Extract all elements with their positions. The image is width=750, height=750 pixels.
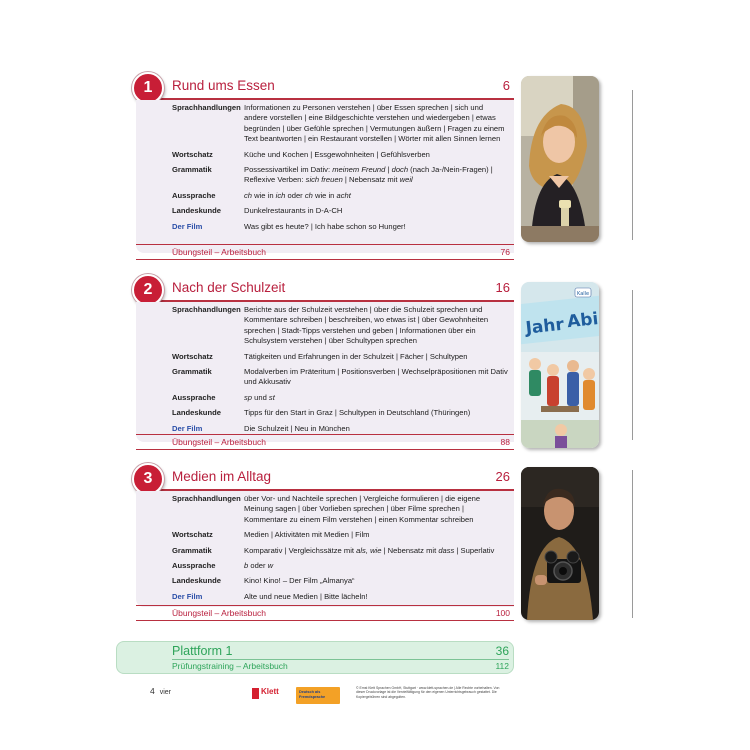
- margin-line-3: [632, 470, 633, 618]
- sprachhandlungen-value: Berichte aus der Schulzeit verstehen | über die Schulzeit sprechen und Kommentare schreiben | beschreiben, wo etwas ist | über Gewohnheiten sprechen | Stadt-Tipps verstehen und geben | Informationen über ein Schulsystem verstehen | über Schultypen sprechen: [244, 305, 489, 346]
- grammatik-value: Possessivartikel im Dativ: meinem Freund | doch (nach Ja-/Nein-Fragen) | Reflexive Verben: sich freuen | Nebensatz mit weil: [244, 165, 493, 185]
- film-label: Der Film: [172, 591, 203, 601]
- film-row: [136, 592, 508, 602]
- page-number-digit: 4: [150, 686, 155, 696]
- uebungsteil-page: 76: [500, 247, 510, 257]
- film-value: Alte und neue Medien | Bitte lächeln!: [244, 591, 368, 601]
- grammatik-row: [136, 367, 508, 388]
- film-label: Der Film: [172, 423, 203, 433]
- man-camera-illustration: [521, 467, 599, 620]
- unit-1-number-badge: 1: [132, 72, 164, 104]
- sign-text-kalle: Kalle: [577, 291, 590, 297]
- unit-3-details: [136, 491, 514, 607]
- aussprache-value: sp und st: [244, 392, 275, 402]
- wortschatz-label: Wortschatz: [172, 530, 213, 540]
- margin-line-1: [632, 90, 633, 240]
- unit-2-number-badge: 2: [132, 274, 164, 306]
- aussprache-label: Aussprache: [172, 561, 216, 571]
- plattform-subtitle[interactable]: Prüfungstraining – Arbeitsbuch: [172, 661, 288, 671]
- wortschatz-row: [136, 150, 508, 160]
- unit-1-page[interactable]: 6: [502, 78, 510, 93]
- wortschatz-value: Küche und Kochen | Essgewohnheiten | Gefühlsverben: [244, 149, 430, 159]
- grammatik-label: Grammatik: [172, 165, 212, 175]
- sprachhandlungen-label: Sprachhandlungen: [172, 305, 241, 314]
- wortschatz-value: Tätigkeiten und Erfahrungen in der Schulzeit | Fächer | Schultypen: [244, 351, 468, 361]
- unit-3-photo-man-with-camera: [521, 467, 599, 620]
- unit-1-title[interactable]: Rund ums Essen: [172, 78, 275, 93]
- wortschatz-row: [136, 530, 508, 540]
- plattform-subtitle-page[interactable]: 112: [495, 661, 509, 671]
- landeskunde-value: Dunkelrestaurants in D-A-CH: [244, 206, 343, 216]
- wortschatz-value: Medien | Aktivitäten mit Medien | Film: [244, 530, 370, 540]
- unit-2-title[interactable]: Nach der Schulzeit: [172, 280, 286, 295]
- aussprache-value: ch wie in ich oder ch wie in acht: [244, 190, 351, 200]
- page-number: [150, 686, 171, 696]
- landeskunde-value: Kino! Kino! – Der Film „Almanya“: [244, 576, 355, 586]
- sprachhandlungen-row: [136, 305, 508, 347]
- sprachhandlungen-value: über Vor- und Nachteile sprechen | Vergleiche formulieren | die eigene Meinung sagen | über Vorlieben sprechen | über Filme sprechen | Kommentare zu einem Film verstehen | einen Kommentar schreiben: [244, 494, 481, 524]
- unit-1-details: [136, 100, 514, 253]
- aussprache-row: [136, 561, 508, 571]
- wortschatz-label: Wortschatz: [172, 149, 213, 159]
- film-label: Der Film: [172, 221, 203, 231]
- wortschatz-label: Wortschatz: [172, 351, 213, 361]
- uebungsteil-page: 100: [495, 608, 510, 618]
- sprachhandlungen-row: [136, 103, 508, 145]
- sign-text-abi: Abi: [566, 309, 599, 333]
- film-value: Die Schulzeit | Neu in München: [244, 423, 350, 433]
- unit-2-page[interactable]: 16: [495, 280, 510, 295]
- unit-3-uebungsteil-link[interactable]: [136, 605, 514, 621]
- unit-2-uebungsteil-link[interactable]: [136, 434, 514, 450]
- sprachhandlungen-label: Sprachhandlungen: [172, 103, 241, 112]
- copyright-notice: © Ernst Klett Sprachen GmbH, Stuttgart · www.klett-sprachen.de | Alle Rechte vorbehalten. Von dieser Druckvorlage ist die Vervielfältigung für den eigenen Unterrichtsgebrauch gestattet. Die Kopiergebühren sind abgegolten.: [356, 686, 500, 699]
- landeskunde-row: [136, 408, 508, 418]
- unit-2-photo-graduation-cartoon: [521, 282, 599, 448]
- landeskunde-label: Landeskunde: [172, 576, 221, 586]
- landeskunde-row: [136, 576, 508, 586]
- uebungsteil-label: Übungsteil – Arbeitsbuch: [172, 247, 267, 257]
- graduation-cartoon-illustration: [521, 282, 599, 448]
- unit-3-header[interactable]: [136, 467, 514, 491]
- page-number-word: vier: [159, 689, 172, 696]
- aussprache-value: b oder w: [244, 561, 274, 571]
- daf-logo: [296, 687, 340, 704]
- grammatik-label: Grammatik: [172, 367, 212, 377]
- unit-1-photo-woman-eating: [521, 76, 599, 242]
- klett-logo-text: Klett: [261, 687, 279, 696]
- sign-text-jahr: Jahr: [524, 314, 565, 339]
- sprachhandlungen-row: [136, 494, 508, 525]
- aussprache-row: [136, 393, 508, 403]
- klett-logo-icon: [252, 688, 259, 699]
- grammatik-label: Grammatik: [172, 545, 212, 555]
- plattform-title[interactable]: Plattform 1: [172, 644, 233, 658]
- grammatik-value: Komparativ | Vergleichssätze mit als, wie | Nebensatz mit dass | Superlativ: [244, 545, 495, 555]
- aussprache-label: Aussprache: [172, 392, 216, 402]
- plattform-1-box[interactable]: [116, 641, 514, 674]
- unit-2-details: [136, 302, 514, 442]
- unit-3-page[interactable]: 26: [495, 469, 510, 484]
- unit-1-uebungsteil-link[interactable]: [136, 244, 514, 260]
- unit-3-number-badge: 3: [132, 463, 164, 495]
- landeskunde-value: Tipps für den Start in Graz | Schultypen in Deutschland (Thüringen): [244, 408, 471, 418]
- aussprache-label: Aussprache: [172, 190, 216, 200]
- uebungsteil-label: Übungsteil – Arbeitsbuch: [172, 608, 267, 618]
- landeskunde-row: [136, 206, 508, 216]
- margin-line-2: [632, 290, 633, 440]
- uebungsteil-label: Übungsteil – Arbeitsbuch: [172, 437, 267, 447]
- klett-logo: [252, 687, 282, 702]
- sprachhandlungen-value: Informationen zu Personen verstehen | über Essen sprechen | sich und andere vorstellen | eine Bildgeschichte verstehen und wiedergeben | etwas begründen | über Gefühle sprechen | Vermutungen äußern | Fragen zu einem Text beantworten | ein Restaurant vorstellen | Wörter mit allen Sinnen lernen: [244, 103, 505, 144]
- wortschatz-row: [136, 352, 508, 362]
- plattform-divider: [172, 659, 509, 660]
- grammatik-row: [136, 165, 508, 186]
- sprachhandlungen-label: Sprachhandlungen: [172, 494, 241, 503]
- woman-photo-illustration: [521, 76, 599, 242]
- film-row: [136, 222, 508, 232]
- daf-logo-text: Deutsch als Fremdsprache: [299, 690, 326, 699]
- unit-2-header[interactable]: [136, 278, 514, 302]
- unit-1-header[interactable]: [136, 76, 514, 100]
- unit-3-title[interactable]: Medien im Alltag: [172, 469, 272, 484]
- grammatik-row: [136, 546, 508, 556]
- landeskunde-label: Landeskunde: [172, 408, 221, 418]
- film-row: [136, 424, 508, 434]
- plattform-page[interactable]: 36: [495, 644, 509, 658]
- film-value: Was gibt es heute? | Ich habe schon so Hunger!: [244, 221, 406, 231]
- aussprache-row: [136, 191, 508, 201]
- uebungsteil-page: 88: [500, 437, 510, 447]
- landeskunde-label: Landeskunde: [172, 206, 221, 216]
- grammatik-value: Modalverben im Präteritum | Positionsverben | Wechselpräpositionen mit Dativ und Akkusativ: [244, 367, 508, 387]
